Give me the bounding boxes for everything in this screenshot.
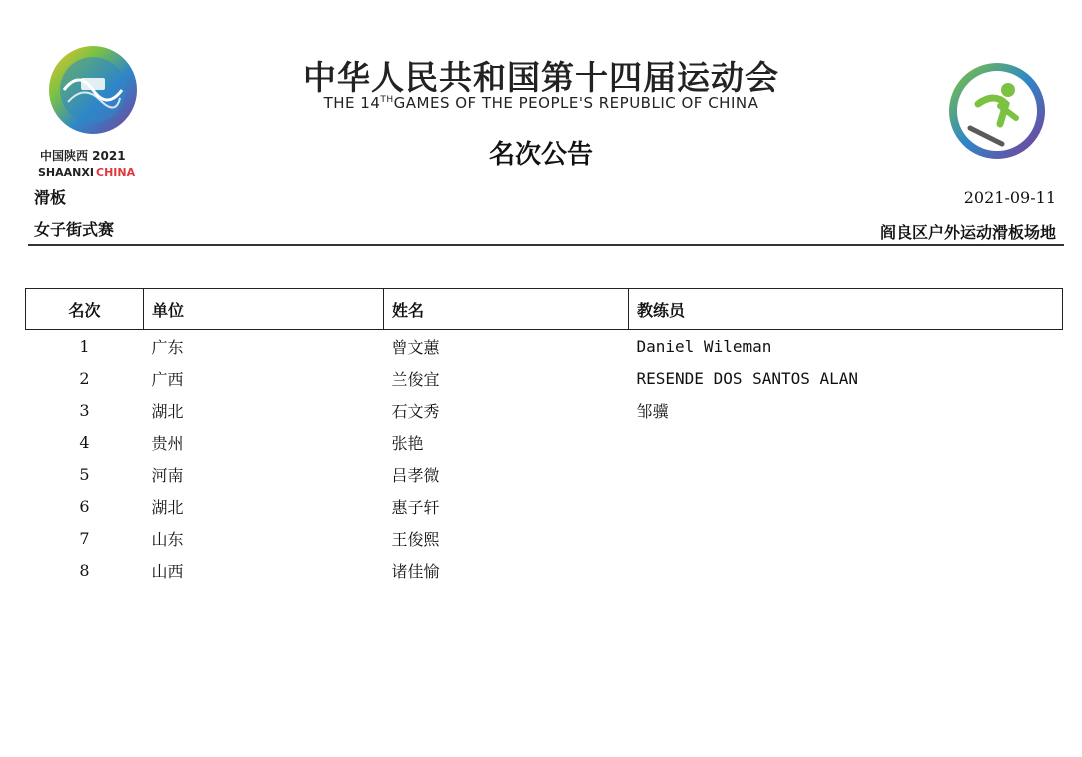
table-row — [26, 522, 1063, 554]
name-cell: 吕孝微 — [391, 465, 440, 485]
coach-cell — [629, 490, 1063, 522]
unit-cell: 广西 — [151, 369, 184, 389]
name-cell: 张艳 — [391, 433, 424, 453]
unit-cell: 山西 — [151, 561, 184, 581]
event-date: 2021-09-11 — [963, 188, 1056, 207]
title-en-superscript: TH — [380, 95, 394, 105]
table-row — [26, 554, 1063, 586]
name-cell: 诸佳愉 — [391, 561, 440, 581]
table-row — [26, 362, 1063, 394]
rank-cell: 8 — [79, 560, 90, 580]
unit-cell: 贵州 — [151, 433, 184, 453]
coach-cell: 邹骥 — [636, 401, 669, 421]
name-cell: 石文秀 — [391, 401, 440, 421]
coach-cell — [629, 522, 1063, 554]
rank-cell: 2 — [79, 368, 90, 388]
name-cell: 兰俊宜 — [391, 369, 440, 389]
table-row — [26, 394, 1063, 426]
emblem-line2a: SHAANXI — [38, 166, 94, 179]
coach-cell — [629, 554, 1063, 586]
emblem-line1: 中国陕西 2021 — [40, 149, 126, 163]
coach-cell — [629, 458, 1063, 490]
header-divider — [28, 244, 1064, 246]
header-rank: 名次 — [26, 289, 144, 330]
rank-cell: 4 — [79, 432, 90, 452]
rank-cell: 3 — [79, 400, 90, 420]
event-name: 女子街式赛 — [34, 220, 115, 239]
venue-name: 阎良区户外运动滑板场地 — [879, 223, 1056, 242]
rank-cell: 7 — [79, 528, 90, 548]
unit-cell: 湖北 — [151, 401, 184, 421]
header-unit: 单位 — [144, 289, 384, 330]
games-title-cn: 中华人民共和国第十四届运动会 — [303, 58, 779, 97]
unit-cell: 湖北 — [151, 497, 184, 517]
header-coach: 教练员 — [629, 289, 1063, 330]
announcement-title: 名次公告 — [488, 140, 593, 170]
table-header-row — [26, 289, 1063, 330]
coach-cell — [629, 426, 1063, 458]
table-row — [26, 330, 1063, 363]
table-row — [26, 458, 1063, 490]
table-row — [26, 426, 1063, 458]
rank-cell: 6 — [79, 496, 90, 516]
title-en-suffix: GAMES OF THE PEOPLE'S REPUBLIC OF CHINA — [393, 94, 759, 112]
name-cell: 王俊熙 — [391, 529, 440, 549]
unit-cell: 山东 — [151, 529, 184, 549]
rank-cell: 1 — [79, 336, 90, 356]
sport-name: 滑板 — [34, 188, 67, 207]
name-cell: 惠子轩 — [391, 497, 440, 517]
games-title-en — [0, 94, 1082, 112]
unit-cell: 广东 — [151, 337, 184, 357]
coach-cell: Daniel Wileman — [636, 336, 772, 356]
emblem-line2b: CHINA — [96, 166, 136, 179]
unit-cell: 河南 — [151, 465, 184, 485]
rank-cell: 5 — [79, 464, 90, 484]
coach-cell: RESENDE DOS SANTOS ALAN — [636, 368, 859, 388]
table-row — [26, 490, 1063, 522]
name-cell: 曾文蕙 — [391, 337, 440, 357]
title-en-prefix: THE 14 — [323, 94, 381, 112]
results-table — [25, 288, 1063, 586]
header-name: 姓名 — [384, 289, 629, 330]
